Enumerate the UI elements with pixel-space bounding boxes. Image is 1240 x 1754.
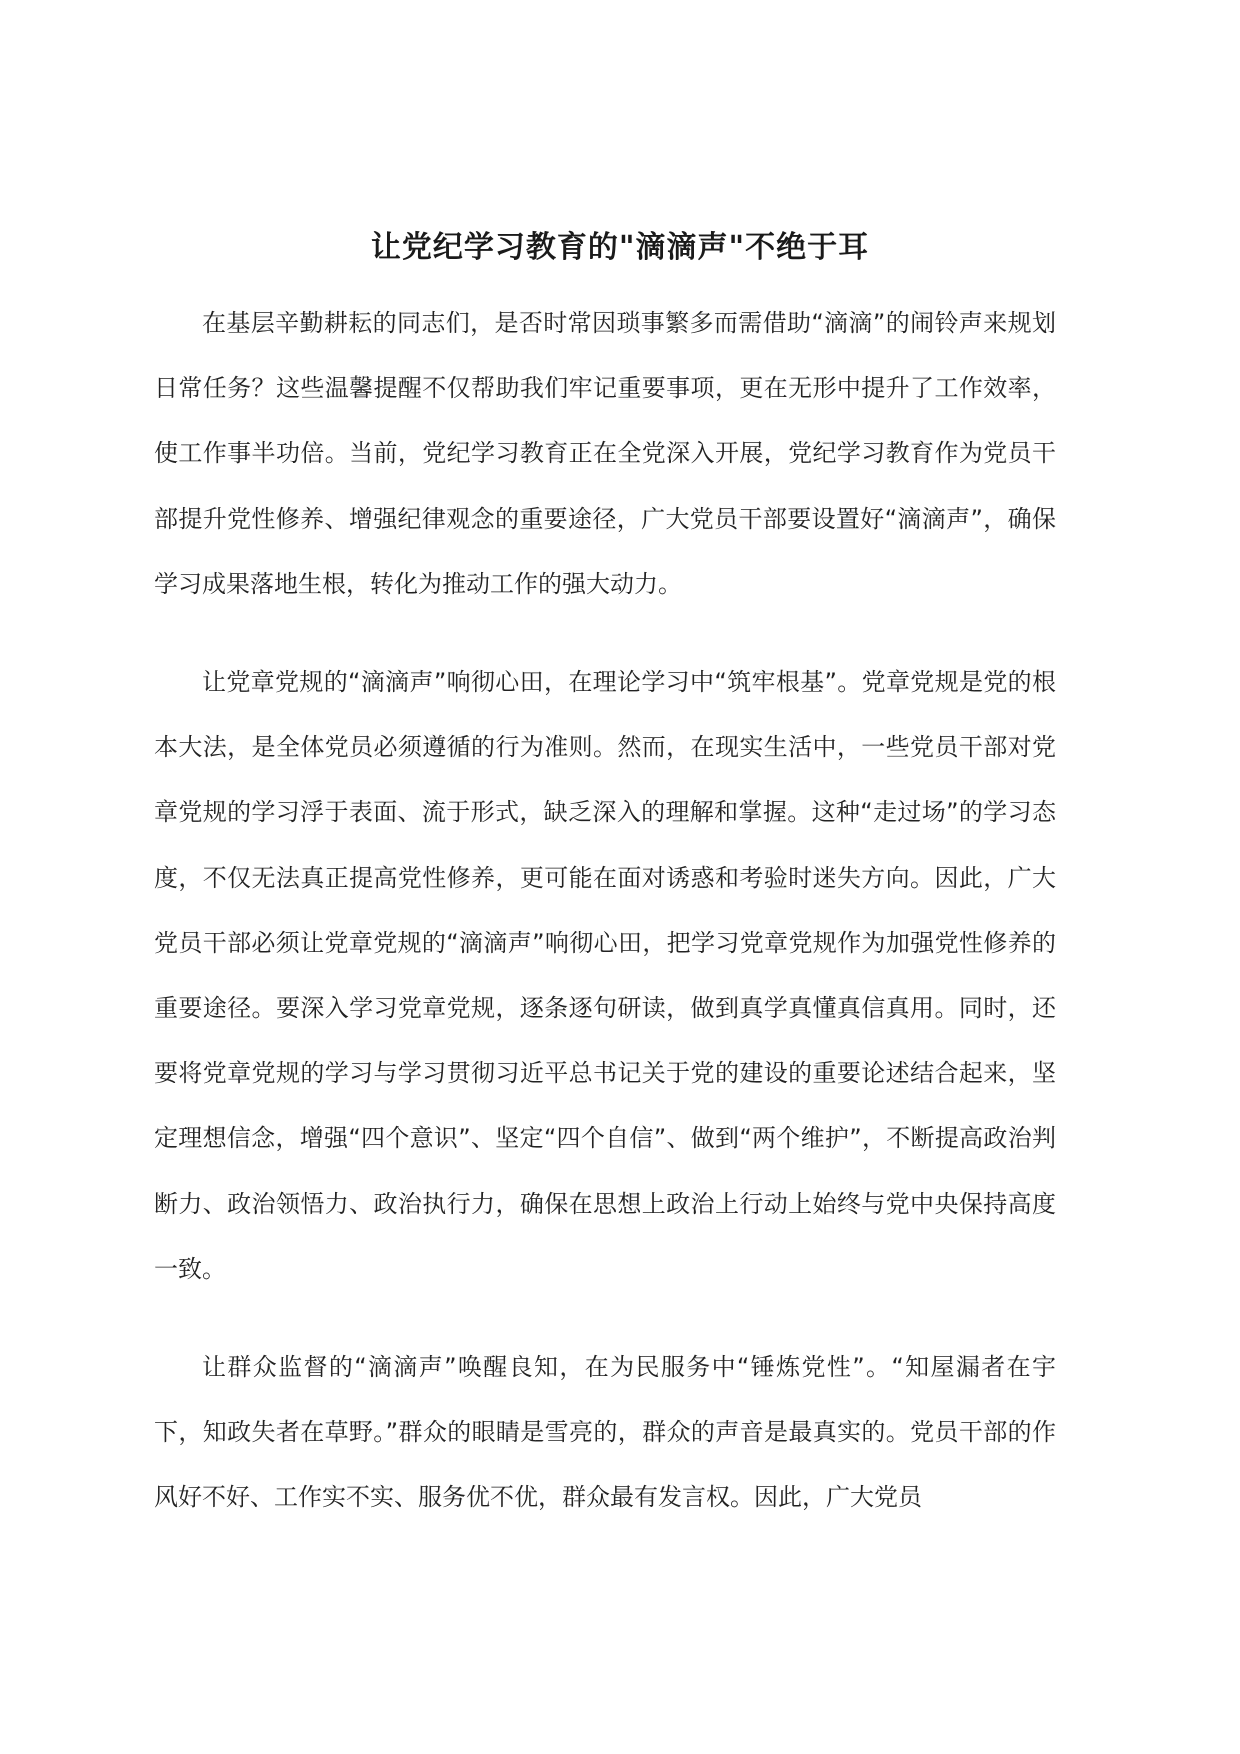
paragraph-1: 在基层辛勤耕耘的同志们，是否时常因琐事繁多而需借助“滴滴”的闹铃声来规划日常任务？这些温馨提醒不仅帮助我们牢记重要事项，更在无形中提升了工作效率，使工作事半功倍。当前，党纪学习教育正在全党深入开展，党纪学习教育作为党员干部提升党性修养、增强纪律观念的重要途径，广大党员干部要设置好“滴滴声”，确保学习成果落地生根，转化为推动工作的强大动力。 [154, 309, 1056, 598]
document-body [154, 291, 1056, 1564]
paragraph-2: 让党章党规的“滴滴声”响彻心田，在理论学习中“筑牢根基”。党章党规是党的根本大法，是全体党员必须遵循的行为准则。然而，在现实生活中，一些党员干部对党章党规的学习浮于表面、流于形式，缺乏深入的理解和掌握。这种“走过场”的学习态度，不仅无法真正提高党性修养，更可能在面对诱惑和考验时迷失方向。因此，广大党员干部必须让党章党规的“滴滴声”响彻心田，把学习党章党规作为加强党性修养的重要途径。要深入学习党章党规，逐条逐句研读，做到真学真懂真信真用。同时，还要将党章党规的学习与学习贯彻习近平总书记关于党的建设的重要论述结合起来，坚定理想信念，增强“四个意识”、坚定“四个自信”、做到“两个维护”，不断提高政治判断力、政治领悟力、政治执行力，确保在思想上政治上行动上始终与党中央保持高度一致。 [154, 668, 1056, 1283]
document-title: 让党纪学习教育的"滴滴声"不绝于耳 [370, 230, 870, 265]
paragraph-3: 让群众监督的“滴滴声”唤醒良知，在为民服务中“锤炼党性”。“知屋漏者在宇下，知政失者在草野。”群众的眼睛是雪亮的，群众的声音是最真实的。党员干部的作风好不好、工作实不实、服务优不优，群众最有发言权。因此，广大党员 [154, 1353, 1056, 1512]
